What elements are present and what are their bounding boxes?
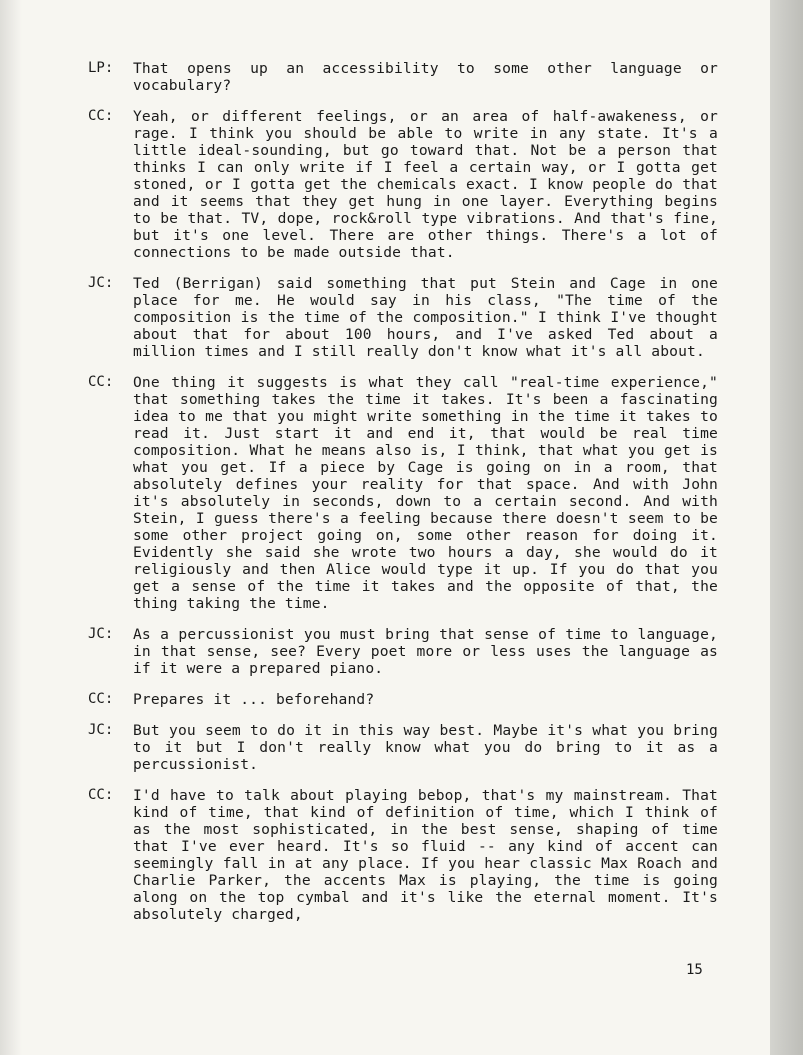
entry-text: As a percussionist you must bring that sense of time to language, in that sense, see? Every poet more or less uses the language as if it were a prepared piano. [133, 626, 718, 677]
transcript-entry [88, 275, 718, 360]
transcript-entry [88, 374, 718, 612]
speaker-label: CC: [88, 374, 114, 390]
entry-text: That opens up an accessibility to some other language or vocabulary? [133, 60, 718, 94]
speaker-label: JC: [88, 626, 114, 642]
speaker-label: CC: [88, 787, 114, 803]
transcript-entry [88, 691, 718, 708]
speaker-label: CC: [88, 691, 114, 707]
entry-text: But you seem to do it in this way best. Maybe it's what you bring to it but I don't really know what you do bring to it as a percussionist. [133, 722, 718, 773]
page-number: 15 [686, 962, 703, 978]
entry-text: One thing it suggests is what they call "real-time experience," that something takes the time it takes. It's been a fascinating idea to me that you might write something in the time it takes to read it. Just start it and end it, that would be real time composition. What he means also is, I think, that what you get is what you get. If a piece by Cage is going on in a room, that absolutely defines your reality for that space. And with John it's absolutely in seconds, down to a certain second. And with Stein, I guess there's a feeling because there doesn't seem to be some other project going on, some other reason for doing it. Evidently she said she wrote two hours a day, she would do it religiously and then Alice would type it up. If you do that you get a sense of the time it takes and the opposite of that, the thing taking the time. [133, 374, 718, 612]
speaker-label: LP: [88, 60, 114, 76]
speaker-label: JC: [88, 275, 114, 291]
transcript-entry [88, 722, 718, 773]
transcript-entry [88, 787, 718, 923]
interview-transcript [88, 60, 718, 937]
entry-text: I'd have to talk about playing bebop, that's my mainstream. That kind of time, that kind of definition of time, which I think of as the most sophisticated, in the best sense, shaping of time that I've ever heard. It's so fluid -- any kind of accent can seemingly fall in at any place. If you hear classic Max Roach and Charlie Parker, the accents Max is playing, the time is going along on the top cymbal and it's like the eternal moment. It's absolutely charged, [133, 787, 718, 923]
entry-text: Yeah, or different feelings, or an area of half-awakeness, or rage. I think you should be able to write in any state. It's a little ideal-sounding, but go toward that. Not be a person that thinks I can only write if I feel a certain way, or I gotta get stoned, or I gotta get the chemicals exact. I know people do that and it seems that they get hung in one layer. Everything begins to be that. TV, dope, rock&roll type vibrations. And that's fine, but it's one level. There are other things. There's a lot of connections to be made outside that. [133, 108, 718, 261]
speaker-label: JC: [88, 722, 114, 738]
speaker-label: CC: [88, 108, 114, 124]
transcript-entry [88, 60, 718, 94]
entry-text: Ted (Berrigan) said something that put Stein and Cage in one place for me. He would say in his class, "The time of the composition is the time of the composition." I think I've thought about that for about 100 hours, and I've asked Ted about a million times and I still really don't know what it's all about. [133, 275, 718, 360]
facing-page-edge [770, 0, 803, 1055]
transcript-entry [88, 108, 718, 261]
entry-text: Prepares it ... beforehand? [133, 691, 375, 708]
transcript-entry [88, 626, 718, 677]
